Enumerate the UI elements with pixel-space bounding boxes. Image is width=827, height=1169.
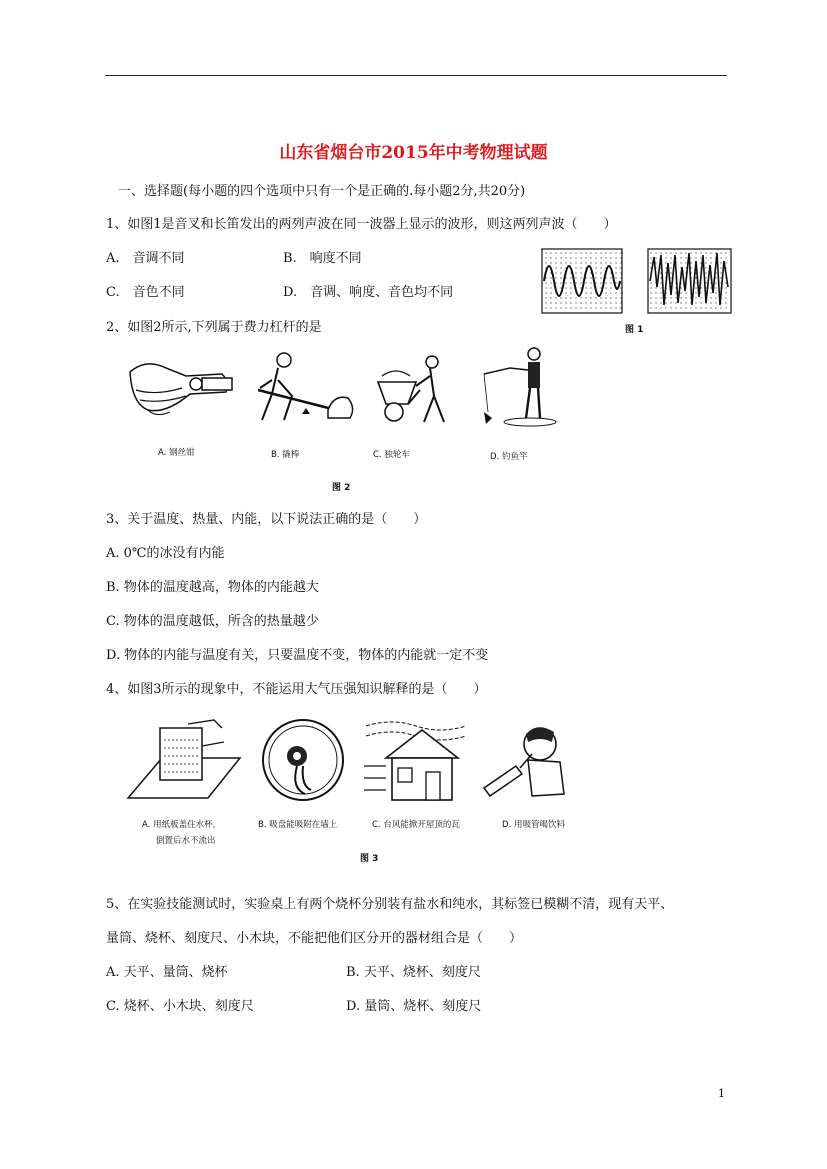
q5-option-d: D. 量筒、烧杯、刻度尺: [346, 999, 482, 1014]
figure-1-waveforms: [540, 247, 735, 319]
q1-option-c: C. 音色不同: [106, 285, 185, 300]
q1-option-b: B. 响度不同: [283, 251, 362, 266]
q2-stem: 2、如图2所示,下列属于费力杠杆的是: [106, 320, 322, 335]
figure-3-caption: 图 3: [360, 854, 379, 864]
q4-stem: 4、如图3所示的现象中，不能运用大气压强知识解释的是（ ）: [106, 682, 487, 697]
figure-2c-wheelbarrow: [372, 352, 467, 430]
figure-3b-suction-cup: [257, 718, 349, 804]
q4-label-b: B. 吸盘能吸附在墙上: [258, 820, 338, 830]
q2-label-b: B. 撬棒: [271, 450, 300, 460]
q5-option-c: C. 烧杯、小木块、刻度尺: [106, 999, 254, 1014]
q4-label-a1: A. 用纸板盖住水杯，: [142, 820, 222, 830]
figure-1-caption: 图 1: [625, 325, 644, 335]
q5-option-a: A. 天平、量筒、烧杯: [106, 965, 228, 980]
q1-stem: 1、如图1是音叉和长笛发出的两列声波在同一波器上显示的波形，则这两列声波（ ）: [106, 217, 617, 232]
q4-label-a2: 倒置后水不流出: [156, 836, 216, 846]
figure-3c-house-wind: [362, 716, 470, 804]
q5-stem-line1: 5、在实验技能测试时，实验桌上有两个烧杯分别装有盐水和纯水，其标签已模糊不清，现有天平、: [106, 897, 674, 912]
figure-3d-straw: [480, 722, 575, 804]
q3-option-c: C. 物体的温度越低，所含的热量越少: [106, 614, 319, 629]
header-rule: [105, 75, 727, 76]
figure-3a-water-glass: [124, 718, 244, 804]
q2-label-a: A. 钢丝钳: [158, 448, 195, 458]
figure-2d-fishing-rod: [478, 346, 558, 432]
section-heading: 一、选择题(每小题的四个选项中只有一个是正确的.每小题2分,共20分): [118, 184, 526, 199]
q4-label-c: C. 台风能掀开屋顶的瓦: [372, 820, 460, 830]
q1-option-a: A. 音调不同: [106, 251, 185, 266]
q2-label-d: D. 钓鱼竿: [490, 452, 528, 462]
q3-option-a: A. 0℃的冰没有内能: [106, 546, 225, 561]
page-title: 山东省烟台市2015年中考物理试题: [279, 143, 548, 163]
q5-stem-line2: 量筒、烧杯、刻度尺、小木块，不能把他们区分开的器材组合是（ ）: [106, 931, 523, 946]
q4-label-d: D. 用吸管喝饮料: [502, 820, 565, 830]
figure-2a-pliers: [126, 352, 236, 424]
figure-2b-crowbar: [248, 350, 358, 428]
q3-option-b: B. 物体的温度越高，物体的内能越大: [106, 580, 319, 595]
q5-option-b: B. 天平、烧杯、刻度尺: [346, 965, 481, 980]
q3-option-d: D. 物体的内能与温度有关，只要温度不变，物体的内能就一定不变: [106, 648, 489, 663]
q2-label-c: C. 独轮车: [373, 450, 410, 460]
figure-2-caption: 图 2: [332, 483, 351, 493]
page-number: 1: [718, 1087, 725, 1100]
q3-stem: 3、关于温度、热量、内能，以下说法正确的是（ ）: [106, 512, 427, 527]
q1-option-d: D. 音调、响度、音色均不同: [283, 285, 454, 300]
